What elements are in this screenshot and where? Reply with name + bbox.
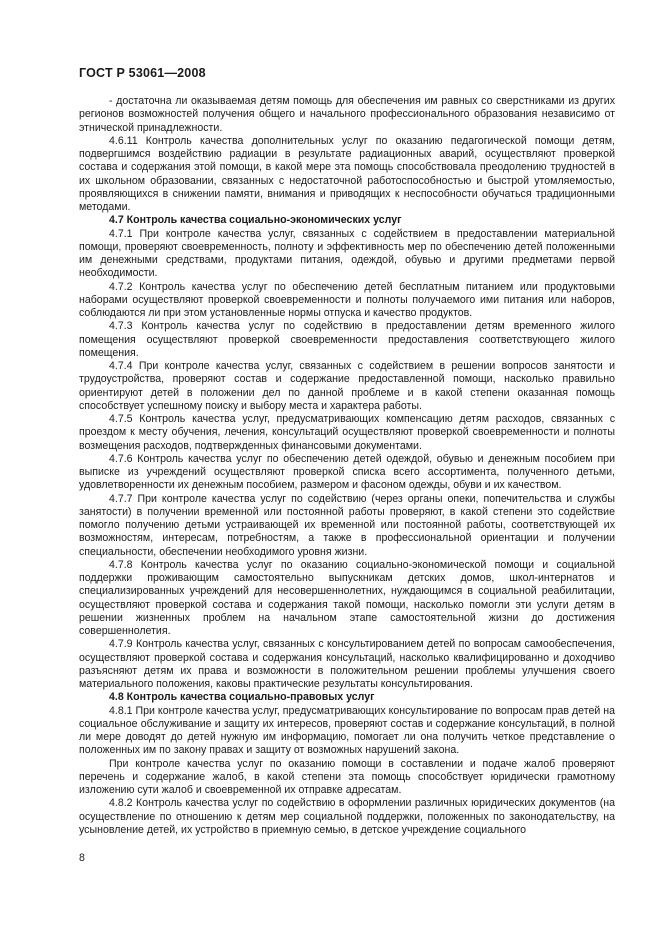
paragraph-intro-dash: - достаточна ли оказываемая детям помощь для обеспечения им равных со сверстниками из других регионов возможностей получения общего и начального профессионального образования независимо от этнической принадлежности. <box>79 95 615 134</box>
paragraph-4-7-9: 4.7.9 Контроль качества услуг, связанных с консультированием детей по вопросам самообеспечения, осуществляют проверкой состава и содержания консультаций, насколько квалифицированно и доходчиво разъясняют детям их права и возможности в положительном решении проблемы улучшения своего материального положения, каковы практические результаты консультирования. <box>79 638 615 690</box>
paragraph-4-7-7: 4.7.7 При контроле качества услуг по содействию (через органы опеки, попечительства и службы занятости) в получении временной или постоянной работы проверяют, в какой степени это содействие помогло получению детьми устраивающей их временной или постоянной работы, соответствующей их возможностям, интересам, потребностям, а также в профессиональной ориентации и получении специальности, обеспечении необходимого уровня жизни. <box>79 492 615 558</box>
paragraph-4-7-5: 4.7.5 Контроль качества услуг, предусматривающих компенсацию детям расходов, связанных с проездом к месту обучения, лечения, консультаций осуществляют проверкой своевременности и полноты возмещения расходов, подтвержденных финансовыми документами. <box>79 413 615 452</box>
paragraph-4-7-1: 4.7.1 При контроле качества услуг, связанных с содействием в предоставлении материальной помощи, проверяют своевременность, полноту и эффективность мер по обеспечению детей положенными им денежными средствами, продуктами питания, одеждой, обувью и другими предметами первой необходимости. <box>79 227 615 280</box>
paragraph-4-7-8: 4.7.8 Контроль качества услуг по оказанию социально-экономической помощи и социальной поддержки проживающим самостоятельно выпускникам детских домов, школ-интернатов и специализированных учреждений для несовершеннолетних, нуждающимся в социальной реабилитации, осуществляют проверкой состава и содержания такой помощи, насколько помогли эти услуги детям в решении жизненных проблем на начальном этапе самостоятельной жизни до достижения совершеннолетия. <box>79 558 615 637</box>
section-title-4-8: 4.8 Контроль качества социально-правовых услуг <box>109 691 375 704</box>
page-number: 8 <box>79 852 85 864</box>
paragraph-4-8-2: 4.8.2 Контроль качества услуг по содействию в оформлении различных юридических документов (на осуществление по отношению к детям мер социальной поддержки, положенных по законодательству, на усыновление детей, их устройство в приемную семью, в детское учреждение социального <box>79 797 615 836</box>
document-code-header: ГОСТ Р 53061—2008 <box>79 66 206 80</box>
paragraph-4-7-3: 4.7.3 Контроль качества услуг по содействию в предоставлении детям временного жилого помещения осуществляют проверкой своевременности предоставления соответствующего жилого помещения. <box>79 320 615 359</box>
paragraph-4-7-2: 4.7.2 Контроль качества услуг по обеспечению детей бесплатным питанием или продуктовыми наборами осуществляют проверкой своевременности и полноты получаемого ими питания или наборов, соблюдаются ли при этом установленные нормы отпуска и качество продуктов. <box>79 280 615 319</box>
paragraph-4-7-4: 4.7.4 При контроле качества услуг, связанных с содействием в решении вопросов занятости и трудоустройства, проверяют состав и содержание предоставленной помощи, насколько правильно ориентируют детей в положении дел по данной проблеме и в какой степени оказанная помощь способствует успешному поиску и выбору места и характера работы. <box>79 360 615 412</box>
paragraph-4-6-11: 4.6.11 Контроль качества дополнительных услуг по оказанию педагогической помощи детям, подвергшимся воздействию радиации в результате радиационных аварий, осуществляют проверкой состава и содержания этой помощи, в какой мере эта помощь способствовала преодолению трудностей в их школьном образовании, связанных с недостаточной работоспособностью и быстрой утомляемостью, проявляющихся в снижении памяти, внимания и приводящих к неспособности обучаться традиционными методами. <box>79 134 615 213</box>
paragraph-4-7-6: 4.7.6 Контроль качества услуг по обеспечению детей одеждой, обувью и денежным пособием при выписке из учреждений осуществляют проверкой списка всего ассортимента, полученного детьми, удовлетворенности их денежным пособием, размером и фасоном одежды, обуви и их качеством. <box>79 452 615 492</box>
section-title-4-7: 4.7 Контроль качества социально-экономических услуг <box>109 214 402 227</box>
document-body <box>79 95 615 837</box>
paragraph-4-8-1: 4.8.1 При контроле качества услуг, предусматривающих консультирование по вопросам прав детей на социальное обслуживание и защиту их интересов, проверяют состав и содержание консультаций, в полной ли мере доводят до детей нужную им информацию, помогает ли она получить четкое представление о положенных им по закону правах и защиту от возможных нарушений закона. <box>79 704 615 757</box>
paragraph-4-8-1-complaints: При контроле качества услуг по оказанию помощи в составлении и подаче жалоб проверяют перечень и содержание жалоб, в какой степени эта помощь способствует юридически грамотному изложению сути жалоб и своевременной их отправке адресатам. <box>79 757 615 796</box>
